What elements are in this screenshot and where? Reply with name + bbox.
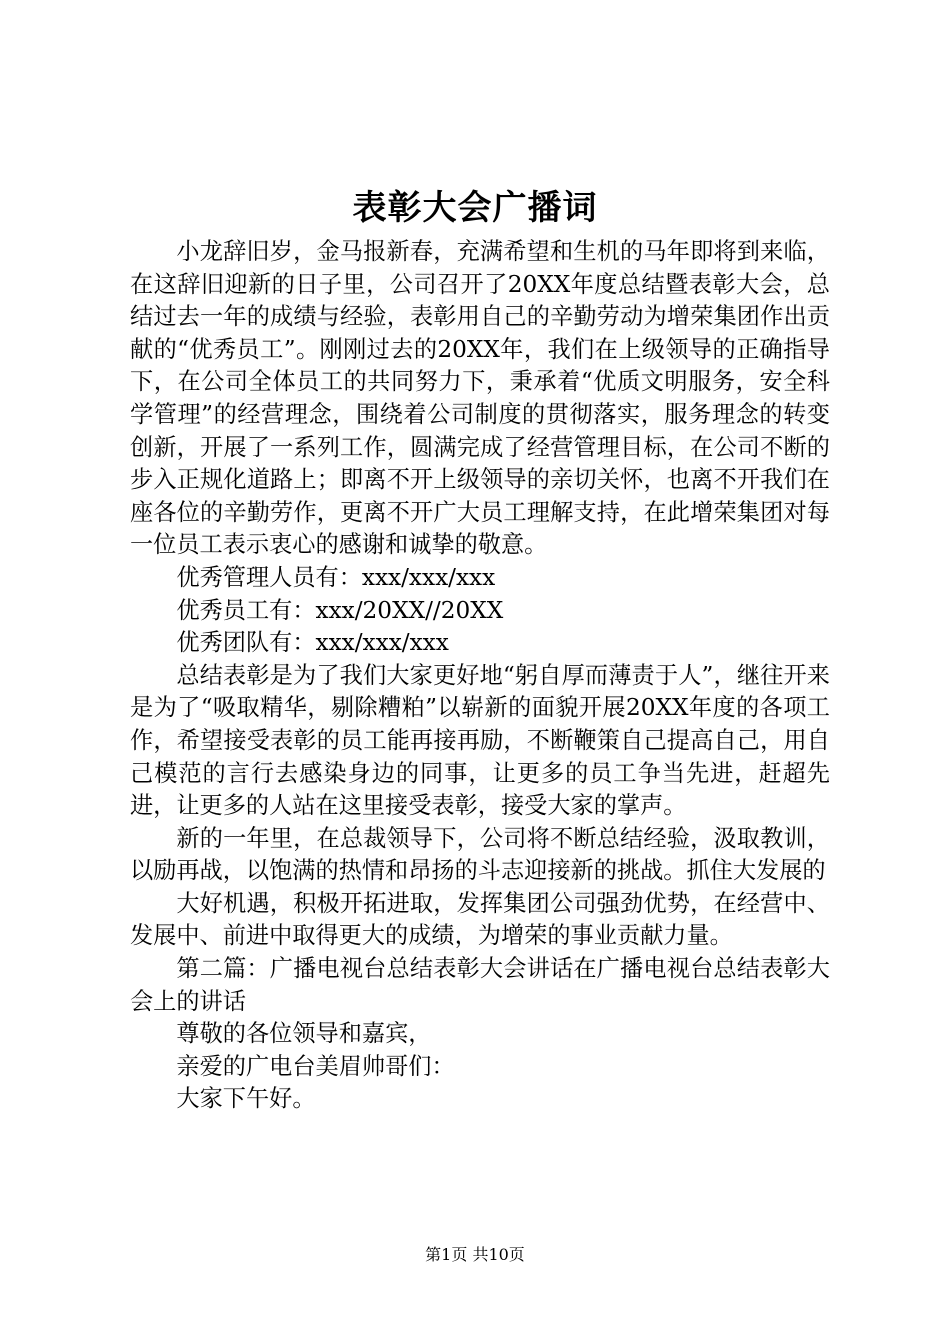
paragraph-opportunity: 大好机遇，积极开拓进取，发挥集团公司强劲优势，在经营中、发展中、前进中取得更大的成绩，为增荣的事业贡献力量。 [130, 889, 830, 950]
paragraph-new-year: 新的一年里，在总裁领导下，公司将不断总结经验，汲取教训，以励再战，以饱满的热情和昂扬的斗志迎接新的挑战。抓住大发展的 [130, 824, 830, 885]
document-body [130, 236, 830, 1116]
document-title: 表彰大会广播词 [352, 188, 598, 228]
paragraph-summary: 总结表彰是为了我们大家更好地“躬自厚而薄责于人”，继往开来是为了“吸取精华，剔除糟粕”以崭新的面貌开展20XX年度的各项工作，希望接受表彰的员工能再接再励，不断鞭策自己提高自己，用自己模范的言行去感染身边的同事，让更多的员工争当先进，赶超先进，让更多的人站在这里接受表彰，接受大家的掌声。 [130, 661, 830, 820]
paragraph-intro: 小龙辞旧岁，金马报新春，充满希望和生机的马年即将到来临，在这辞旧迎新的日子里，公司召开了20XX年度总结暨表彰大会，总结过去一年的成绩与经验，表彰用自己的辛勤劳动为增荣集团作出贡献的“优秀员工”。刚刚过去的20XX年，我们在上级领导的正确指导下，在公司全体员工的共同努力下，秉承着“优质文明服务，安全科学管理”的经营理念，围绕着公司制度的贯彻落实，服务理念的转变创新，开展了一系列工作，圆满完成了经营管理目标，在公司不断的步入正规化道路上；即离不开上级领导的亲切关怀，也离不开我们在座各位的辛勤劳作，更离不开广大员工理解支持，在此增荣集团对每一位员工表示衷心的感谢和诚挚的敬意。 [130, 238, 830, 559]
paragraph-greeting-colleagues: 亲爱的广电台美眉帅哥们： [176, 1052, 455, 1080]
paragraph-second-article: 第二篇：广播电视台总结表彰大会讲话在广播电视台总结表彰大会上的讲话 [130, 955, 830, 1015]
paragraph-excellent-managers: 优秀管理人员有：xxx/xxx/xxx [176, 563, 496, 591]
paragraph-excellent-staff: 优秀员工有：xxx/20XX//20XX [176, 596, 504, 624]
paragraph-greeting-leaders: 尊敬的各位领导和嘉宾， [176, 1020, 432, 1048]
paragraph-excellent-teams: 优秀团队有：xxx/xxx/xxx [176, 629, 449, 657]
paragraph-good-afternoon: 大家下午好。 [176, 1085, 316, 1113]
page-number: 第1页 共10页 [425, 1245, 525, 1264]
